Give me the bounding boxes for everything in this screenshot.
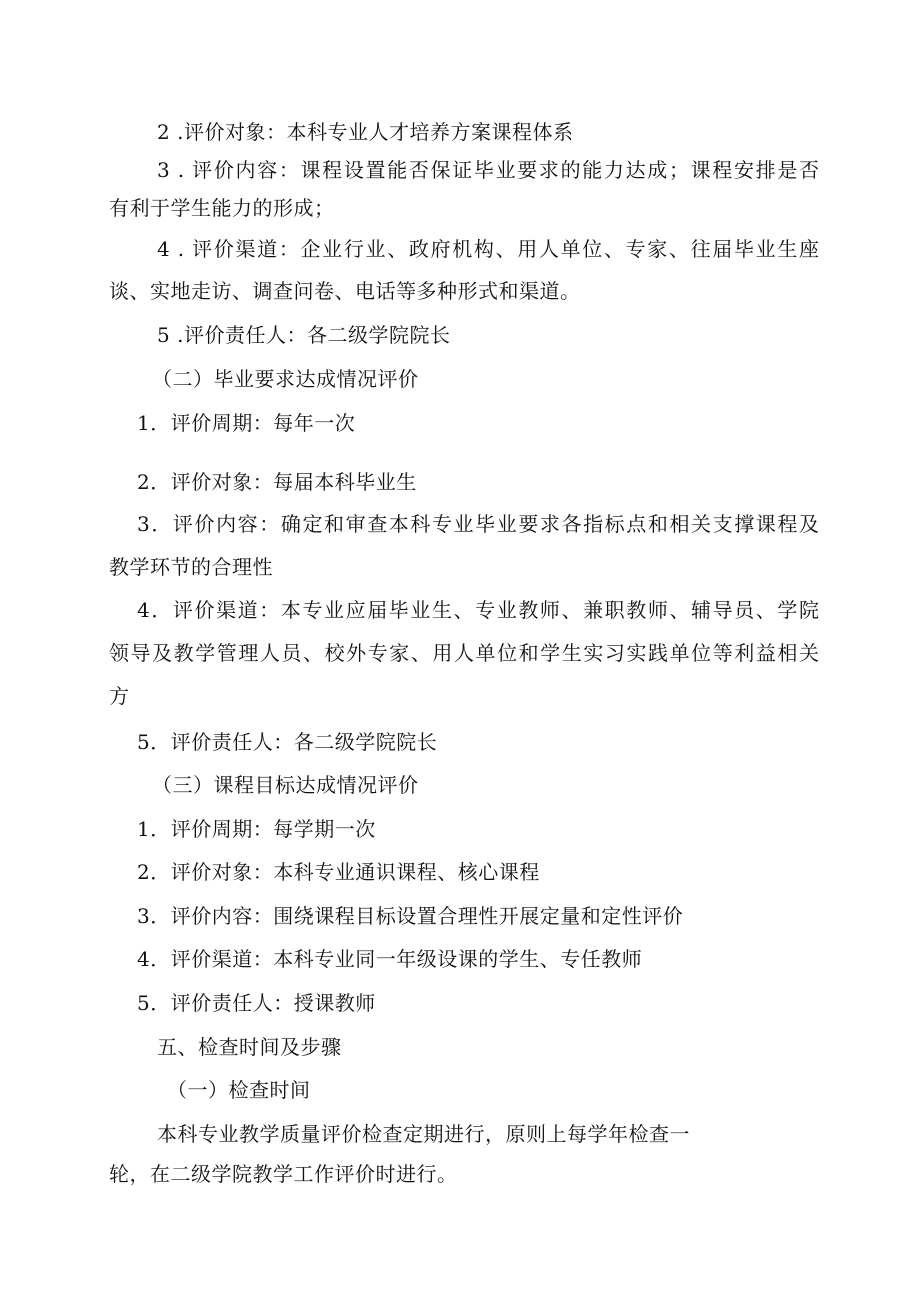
course-item-3-content: 3．评价内容：围绕课程目标设置合理性开展定量和定性评价 (137, 904, 684, 928)
inspection-paragraph-cont: 轮，在二级学院教学工作评价时进行。 (109, 1162, 458, 1186)
section-heading-course-objectives: （三）课程目标达成情况评价 (152, 773, 419, 797)
item-3-evaluation-content-cont: 有利于学生能力的形成； (109, 196, 335, 220)
item-2-evaluation-object: 2 .评价对象：本科专业人才培养方案课程体系 (157, 120, 574, 144)
grad-item-4-channels: 4．评价渠道：本专业应届毕业生、专业教师、兼职教师、辅导员、学院 (137, 598, 819, 622)
item-5-responsible-person: 5 .评价责任人：各二级学院院长 (157, 323, 451, 347)
grad-item-2-object: 2．评价对象：每届本科毕业生 (137, 470, 417, 494)
course-item-2-object: 2．评价对象：本科专业通识课程、核心课程 (137, 860, 540, 884)
section-heading-inspection-time-steps: 五、检查时间及步骤 (157, 1035, 342, 1059)
item-4-evaluation-channels: 4 . 评价渠道：企业行业、政府机构、用人单位、专家、往届毕业生座 (157, 237, 819, 261)
grad-item-3-content: 3．评价内容：确定和审查本科专业毕业要求各指标点和相关支撑课程及 (137, 512, 819, 536)
course-item-4-channels: 4．评价渠道：本科专业同一年级设课的学生、专任教师 (137, 947, 643, 971)
subsection-heading-inspection-time: （一）检查时间 (167, 1078, 311, 1102)
grad-item-5-responsible: 5．评价责任人：各二级学院院长 (137, 730, 438, 754)
item-3-evaluation-content: 3 . 评价内容：课程设置能否保证毕业要求的能力达成；课程安排是否 (157, 158, 819, 182)
grad-item-4-channels-cont: 领导及教学管理人员、校外专家、用人单位和学生实习实践单位等利益相关 (109, 641, 819, 665)
section-heading-graduation-requirements: （二）毕业要求达成情况评价 (152, 367, 419, 391)
item-4-evaluation-channels-cont: 谈、实地走访、调查问卷、电话等多种形式和渠道。 (109, 279, 581, 303)
grad-item-1-cycle: 1．评价周期：每年一次 (137, 411, 356, 435)
course-item-1-cycle: 1．评价周期：每学期一次 (137, 817, 376, 841)
inspection-paragraph: 本科专业教学质量评价检查定期进行，原则上每学年检查一 (157, 1122, 690, 1146)
grad-item-4-channels-cont2: 方 (109, 684, 130, 708)
grad-item-3-content-cont: 教学环节的合理性 (109, 555, 273, 579)
course-item-5-responsible: 5．评价责任人：授课教师 (137, 991, 376, 1015)
